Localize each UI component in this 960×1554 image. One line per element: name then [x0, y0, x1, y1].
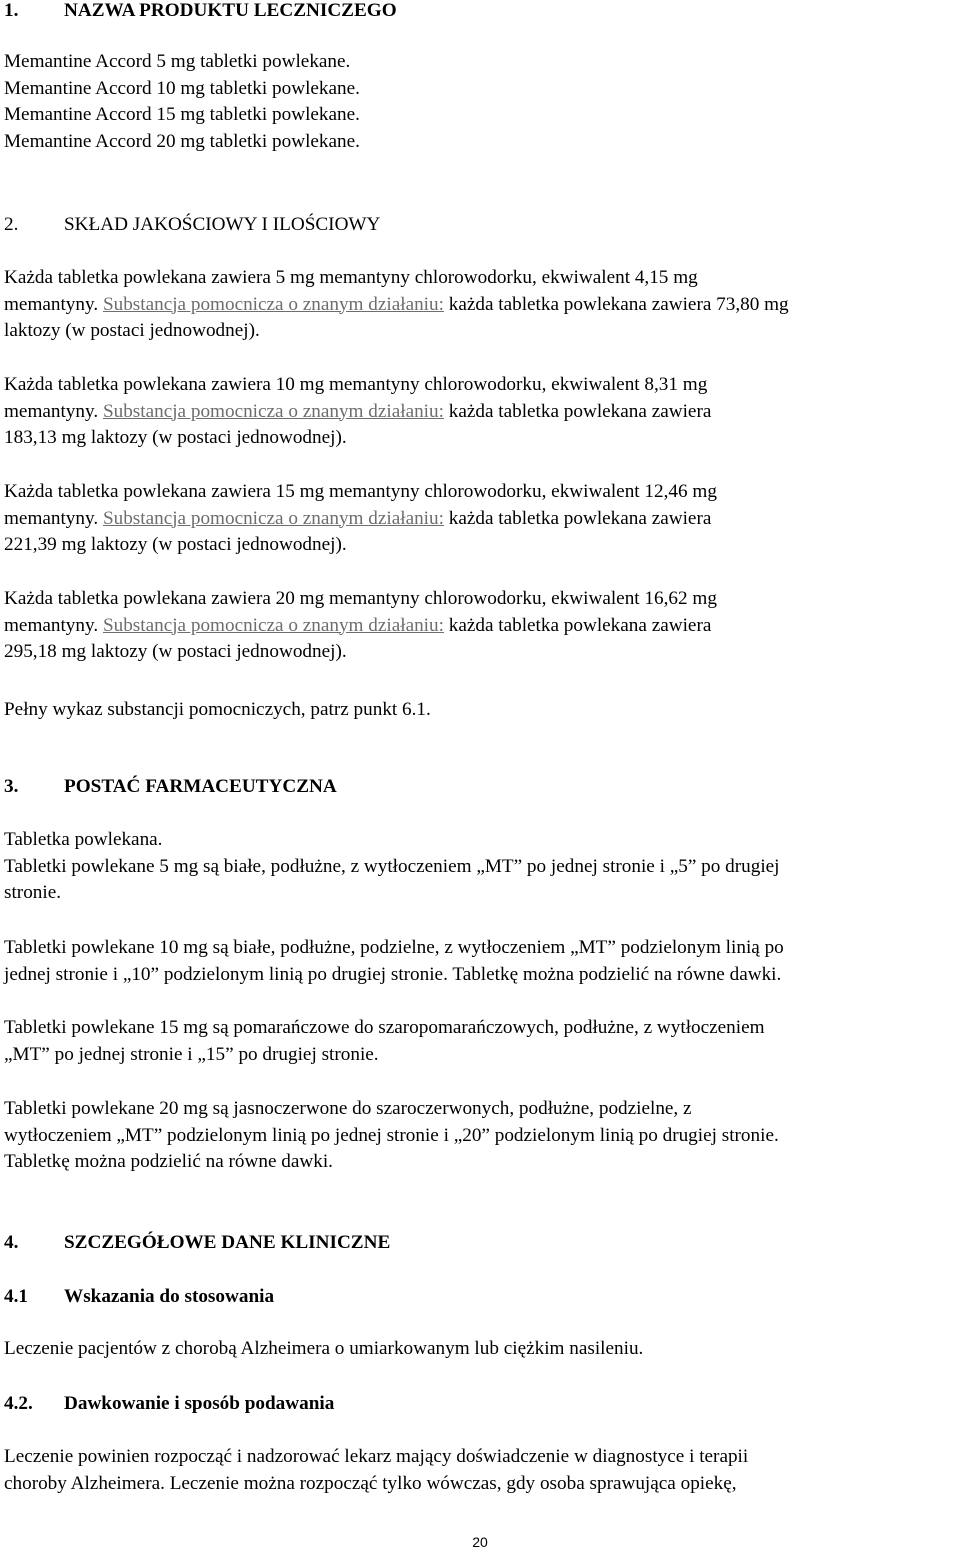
text-line: Tabletki powlekane 10 mg są białe, podłużne, podzielne, z wytłoczeniem „MT” podzielonym linią po: [4, 937, 784, 958]
section-title: POSTAĆ FARMACEUTYCZNA: [64, 776, 337, 797]
product-name-line: Memantine Accord 10 mg tabletki powlekane.: [4, 77, 360, 99]
section-3-heading: [4, 774, 956, 801]
text-span: każda tabletka powlekana zawiera: [443, 400, 712, 422]
composition-paragraph-10mg: [4, 372, 956, 452]
text-line: Tabletka powlekana.: [4, 829, 163, 850]
text-line: Każda tabletka powlekana zawiera 15 mg memantyny chlorowodorku, ekwiwalent 12,46 mg: [4, 481, 717, 502]
dosage-text: [4, 1444, 956, 1497]
section-number: 3.: [4, 776, 19, 797]
section-title: SKŁAD JAKOŚCIOWY I ILOŚCIOWY: [64, 214, 381, 235]
page-number: 20: [472, 1534, 488, 1550]
product-name-line: Memantine Accord 5 mg tabletki powlekane.: [4, 51, 351, 72]
section-4-1-heading: [4, 1284, 956, 1311]
text-line: Leczenie powinien rozpocząć i nadzorować lekarz mający doświadczenie w diagnostyce i terapii: [4, 1446, 749, 1467]
text-span: każda tabletka powlekana zawiera: [443, 507, 712, 529]
text-line: 183,13 mg laktozy (w postaci jednowodnej).: [4, 427, 347, 448]
text-line: laktozy (w postaci jednowodnej).: [4, 320, 260, 341]
section-title: Wskazania do stosowania: [64, 1286, 275, 1307]
form-paragraph-15mg: [4, 1015, 956, 1068]
text-line: [4, 613, 956, 640]
composition-paragraph-20mg: [4, 586, 956, 666]
section-number: 1.: [4, 0, 19, 21]
text-line: Leczenie pacjentów z chorobą Alzheimera o umiarkowanym lub ciężkim nasileniu.: [4, 1338, 644, 1359]
text-line: Tabletkę można podzielić na równe dawki.: [4, 1151, 333, 1172]
section-title: SZCZEGÓŁOWE DANE KLINICZNE: [64, 1232, 391, 1253]
excipient-label: Substancja pomocnicza o znanym działaniu:: [102, 293, 444, 315]
text-line: [4, 292, 956, 319]
form-paragraph-1: [4, 827, 956, 907]
text-line: [4, 399, 956, 426]
text-line: stronie.: [4, 882, 62, 903]
text-line: Każda tabletka powlekana zawiera 5 mg memantyny chlorowodorku, ekwiwalent 4,15 mg: [4, 267, 698, 288]
text-span: każda tabletka powlekana zawiera: [443, 614, 712, 636]
text-line: Każda tabletka powlekana zawiera 10 mg memantyny chlorowodorku, ekwiwalent 8,31 mg: [4, 374, 708, 395]
section-title: Dawkowanie i sposób podawania: [64, 1393, 335, 1414]
text-line: „MT” po jednej stronie i „15” po drugiej stronie.: [4, 1043, 379, 1065]
text-line: 295,18 mg laktozy (w postaci jednowodnej).: [4, 641, 347, 662]
indications-text: [4, 1336, 956, 1363]
text-line: Każda tabletka powlekana zawiera 20 mg memantyny chlorowodorku, ekwiwalent 16,62 mg: [4, 588, 717, 609]
form-paragraph-10mg: [4, 935, 956, 988]
section-number: 4.2.: [4, 1393, 33, 1414]
section-2-heading: [4, 212, 956, 239]
excipients-reference: [4, 697, 956, 724]
excipient-label: Substancja pomocnicza o znanym działaniu:: [102, 400, 444, 422]
text-span: memantyny.: [4, 400, 103, 422]
composition-paragraph-5mg: [4, 265, 956, 345]
text-span: memantyny.: [4, 293, 103, 315]
excipient-label: Substancja pomocnicza o znanym działaniu:: [102, 507, 444, 529]
text-span: memantyny.: [4, 614, 103, 636]
text-line: [4, 506, 956, 533]
section-number: 4.1: [4, 1286, 28, 1307]
text-line: Pełny wykaz substancji pomocniczych, patrz punkt 6.1.: [4, 699, 431, 720]
text-line: Tabletki powlekane 20 mg są jasnoczerwone do szaroczerwonych, podłużne, podzielne, z: [4, 1098, 692, 1119]
text-line: Tabletki powlekane 15 mg są pomarańczowe do szaropomarańczowych, podłużne, z wytłoczeniem: [4, 1017, 765, 1038]
section-4-heading: [4, 1230, 956, 1257]
form-paragraph-20mg: [4, 1096, 956, 1176]
text-line: jednej stronie i „10” podzielonym linią po drugiej stronie. Tabletkę można podzielić na równe dawki.: [4, 963, 782, 985]
section-4-2-heading: [4, 1391, 956, 1418]
product-names: [4, 49, 956, 155]
text-line: choroby Alzheimera. Leczenie można rozpocząć tylko wówczas, gdy osoba sprawująca opiekę,: [4, 1472, 737, 1494]
text-line: Tabletki powlekane 5 mg są białe, podłużne, z wytłoczeniem „MT” po jednej stronie i „5” po drugiej: [4, 855, 780, 877]
text-line: 221,39 mg laktozy (w postaci jednowodnej).: [4, 534, 347, 555]
composition-paragraph-15mg: [4, 479, 956, 559]
section-1-heading: [4, 0, 956, 25]
text-span: każda tabletka powlekana zawiera 73,80 mg: [443, 293, 789, 315]
excipient-label: Substancja pomocnicza o znanym działaniu:: [102, 614, 444, 636]
product-name-line: Memantine Accord 15 mg tabletki powlekane.: [4, 104, 360, 125]
text-span: memantyny.: [4, 507, 103, 529]
section-number: 2.: [4, 214, 19, 235]
text-line: wytłoczeniem „MT” podzielonym linią po jednej stronie i „20” podzielonym linią po drugiej stronie.: [4, 1124, 779, 1146]
section-number: 4.: [4, 1232, 19, 1253]
section-title: NAZWA PRODUKTU LECZNICZEGO: [64, 0, 397, 21]
product-name-line: Memantine Accord 20 mg tabletki powlekane.: [4, 130, 360, 152]
